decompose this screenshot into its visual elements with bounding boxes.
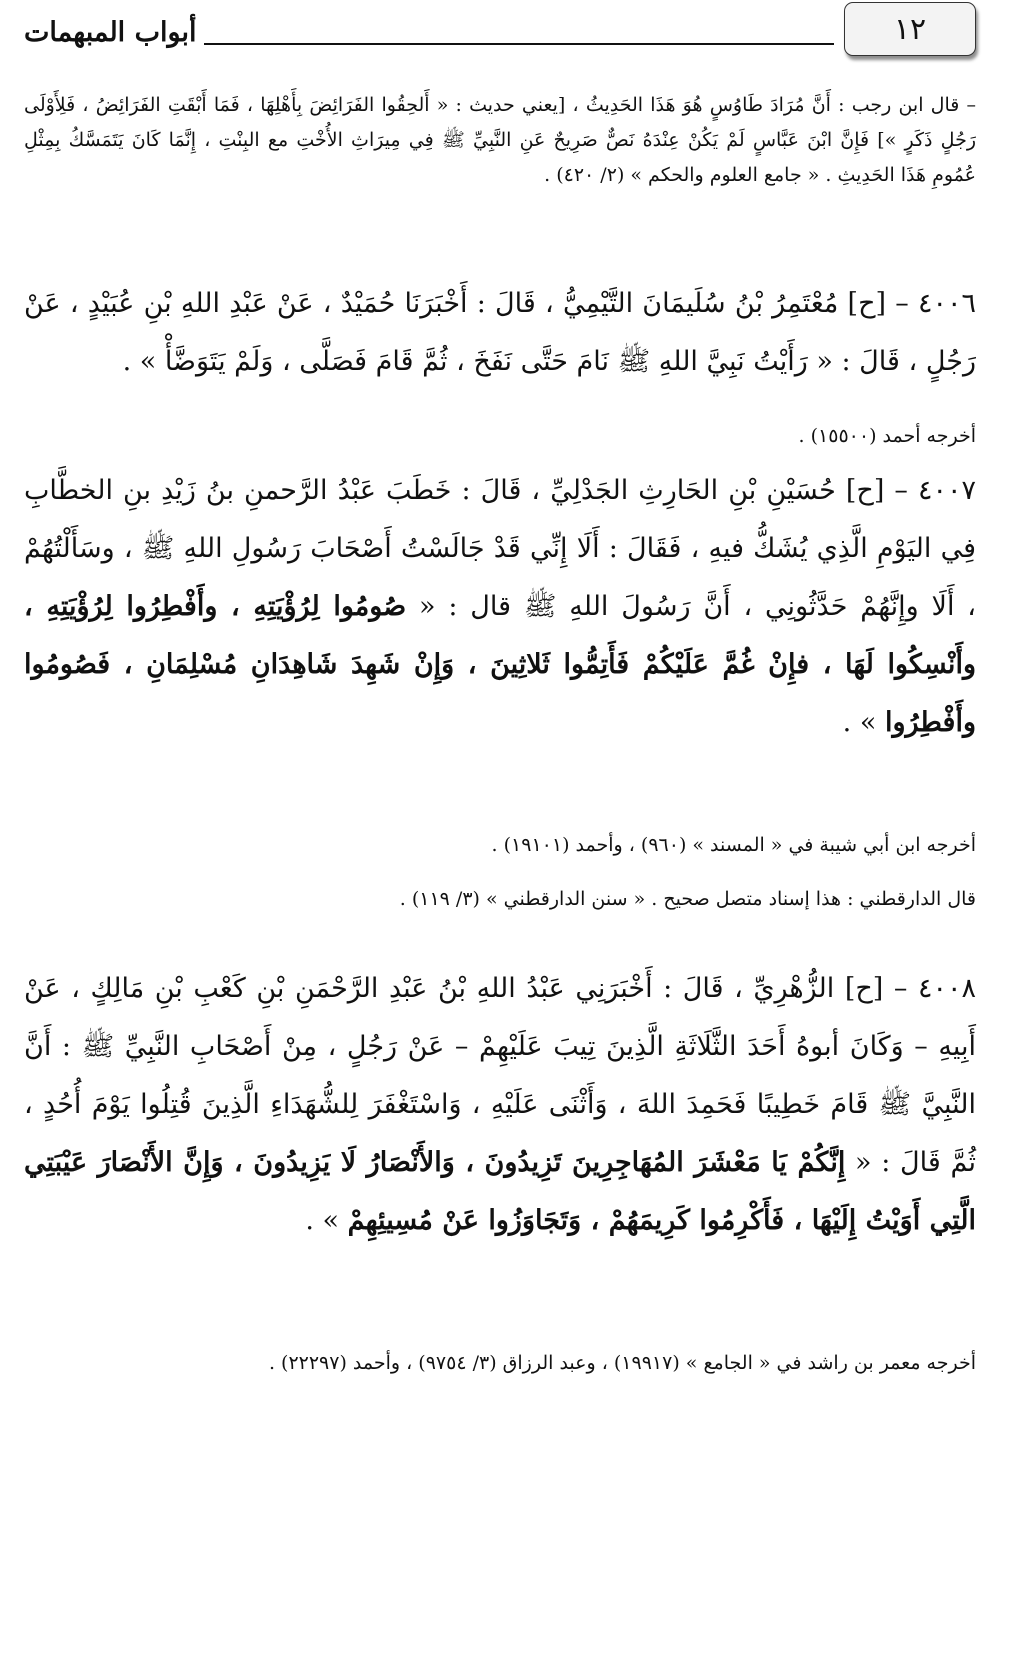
hadith-source: أخرجه معمر بن راشد في « الجامع » (١٩٩١٧) ، وعبد الرزاق (٣/ ٩٧٥٤) ، وأحمد (٢٢٢٩٧) . bbox=[268, 1352, 976, 1374]
hadith-source: أخرجه أحمد (١٥٥٠٠) . bbox=[798, 425, 976, 447]
hadith-4006 bbox=[24, 275, 976, 391]
hadith-number: ٤٠٠٦ bbox=[917, 288, 976, 319]
hadith-text-end: » . bbox=[842, 707, 877, 738]
header-rule bbox=[204, 43, 834, 45]
page-number: ١٢ bbox=[893, 11, 927, 47]
hadith-text-end: » . bbox=[305, 1205, 340, 1236]
hadith-text: – [ح] حُسَيْنِ بْنِ الحَارِثِ الجَدْلِيِّ ، قَالَ : خَطَبَ عَبْدُ الرَّحمنِ بنُ زَيْدِ بنِ الخطَّابِ فِي اليَوْمِ الَّذِي يُشَكُّ فيهِ ، فَقَالَ : أَلَا إِنِّي قَدْ جَالَسْتُ أَصْحَابَ رَسُولِ اللهِ ﷺ ، وسَأَلْتُهُمْ ، أَلَا وإِنَّهُمْ حَدَّثُونِي ، أَنَّ رَسُولَ اللهِ ﷺ قال : « bbox=[24, 475, 976, 622]
hadith-source: أخرجه ابن أبي شيبة في « المسند » (٩٦٠) ، وأحمد (١٩١٠١) . bbox=[491, 834, 976, 856]
hadith-4008 bbox=[24, 960, 976, 1250]
hadith-number: ٤٠٠٧ bbox=[917, 475, 976, 506]
hadith-number: ٤٠٠٨ bbox=[917, 973, 976, 1004]
intro-note: – قال ابن رجب : أَنَّ مُرَادَ طَاوُسٍ هُوَ هَذَا الحَدِيثُ ، [يعني حديث : « أَلحِقُوا الفَرَائِضَ بِأَهْلِهَا ، فَمَا أَبْقَتِ الفَرَائِضُ ، فَلِأَوْلَى رَجُلٍ ذَكَرٍ »] فَإِنَّ ابْنَ عَبَّاسٍ لَمْ يَكُنْ عِنْدَهُ نَصٌّ صَرِيحٌ عَنِ النَّبِيِّ ﷺ فِي مِيرَاثِ الأُخْتِ مع البِنْتِ ، إِنَّمَا كَانَ يَتَمَسَّكُ بِمِثْلِ عُمُومِ هَذَا الحَدِيثِ . « جامع العلوم والحكم » (٢/ ٤٢٠) . bbox=[24, 94, 976, 186]
chapter-title: أبواب المبهمات bbox=[24, 17, 197, 48]
hadith-text-bold: إِنَّكُمْ يَا مَعْشَرَ المُهَاجِرِينَ تَزِيدُونَ ، وَالأَنْصَارُ لَا يَزِيدُونَ ، وَإِنَّ الأَنْصَارَ عَيْبَتِي الَّتِي أَوَيْتُ إِلَيْهَا ، فَأَكْرِمُوا كَرِيمَهُمْ ، وَتَجَاوَزُوا عَنْ مُسِيئِهِمْ bbox=[24, 1147, 976, 1236]
hadith-4007 bbox=[24, 462, 976, 752]
hadith-text: – [ح] الزُّهْرِيِّ ، قَالَ : أَخْبَرَنِي عَبْدُ اللهِ بْنُ عَبْدِ الرَّحْمَنِ بْنِ كَعْبِ بْنِ مَالِكٍ ، عَنْ أَبِيهِ – وَكَانَ أبوهُ أَحَدَ الثَّلَاثَةِ الَّذِينَ تِيبَ عَلَيْهِمْ – عَنْ رَجُلٍ ، مِنْ أَصْحَابِ النَّبِيِّ ﷺ : أَنَّ النَّبِيَّ ﷺ قَامَ خَطِيبًا فَحَمِدَ اللهَ ، وَأَثْنَى عَلَيْهِ ، وَاسْتَغْفَرَ لِلشُّهَدَاءِ الَّذِينَ قُتِلُوا يَوْمَ أُحُدٍ ، ثُمَّ قَالَ : « bbox=[24, 973, 976, 1178]
page-number-box bbox=[844, 2, 976, 56]
hadith-source: قال الدارقطني : هذا إسناد متصل صحيح . « سنن الدارقطني » (٣/ ١١٩) . bbox=[399, 888, 976, 910]
hadith-text-bold: صُومُوا لِرُؤْيَتِهِ ، وأَفْطِرُوا لِرُؤْيَتِهِ ، وأَنْسِكُوا لَهَا ، فإِنْ غُمَّ عَلَيْكُمْ فَأَتِمُّوا ثَلاثِينَ ، وَإِنْ شَهِدَ شَاهِدَانِ مُسْلِمَانِ ، فَصُومُوا وأَفْطِرُوا bbox=[24, 591, 976, 738]
hadith-text: – [ح] مُعْتَمِرُ بْنُ سُلَيمَانَ التَّيْمِيُّ ، قَالَ : أَخْبَرَنَا حُمَيْدٌ ، عَنْ عَبْدِ اللهِ بْنِ عُبَيْدٍ ، عَنْ رَجُلٍ ، قَالَ : « رَأَيْتُ نَبِيَّ اللهِ ﷺ نَامَ حَتَّى نَفَخَ ، ثُمَّ قَامَ فَصَلَّى ، وَلَمْ يَتَوَضَّأْ » . bbox=[24, 288, 976, 377]
